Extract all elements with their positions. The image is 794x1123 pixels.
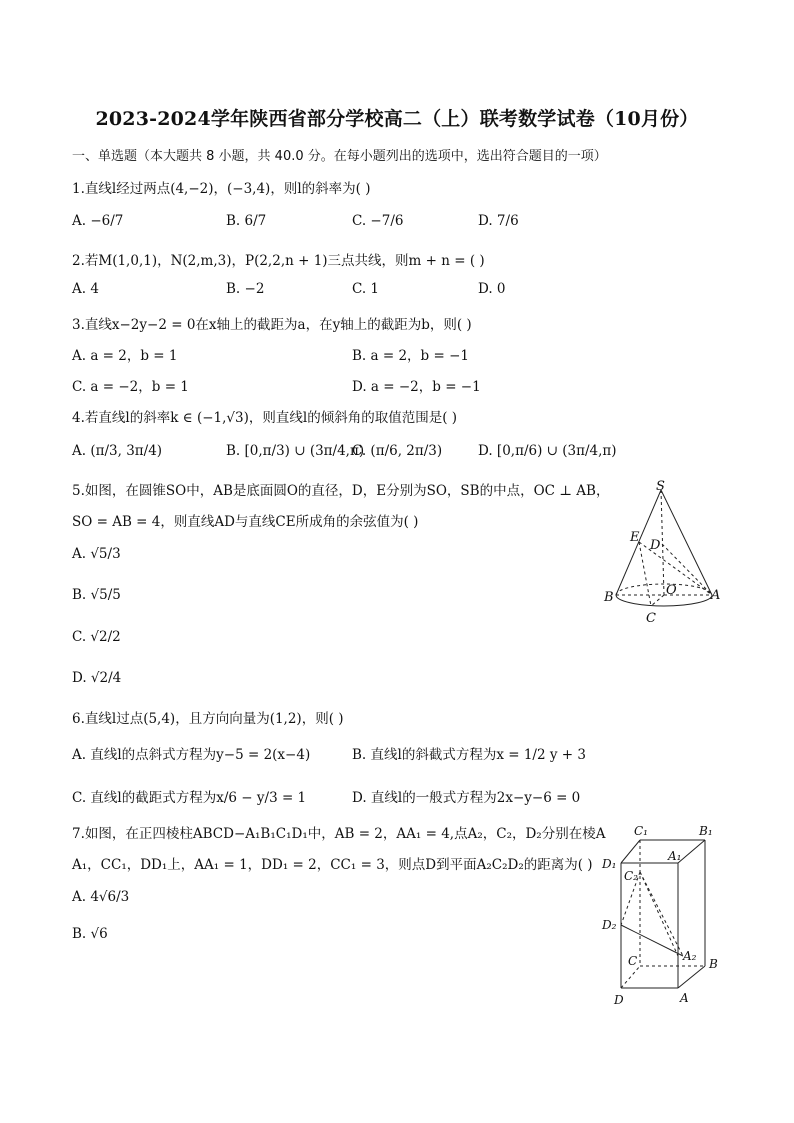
question-3-option-d[interactable]: D. a = −2，b = −1	[352, 379, 481, 395]
question-1-option-c[interactable]: C. −7/6	[352, 213, 404, 229]
question-5-option-a[interactable]: A. √5/3	[72, 546, 121, 562]
prism-figure	[598, 820, 728, 1010]
question-6-option-a[interactable]: A. 直线l的点斜式方程为y−5 = 2(x−4)	[72, 747, 311, 763]
question-4-option-c[interactable]: C. (π/6, 2π/3)	[352, 443, 443, 459]
question-7-stem-line2: A₁，CC₁，DD₁上，AA₁ = 1，DD₁ = 2，CC₁ = 3，则点D到平面A₂C₂D₂的距离为( )	[72, 857, 593, 873]
prism-label-b1: B₁	[699, 824, 713, 838]
prism-label-b: B	[709, 957, 718, 971]
question-6-option-b[interactable]: B. 直线l的斜截式方程为x = 1/2 y + 3	[352, 747, 586, 763]
prism-label-a2: A₂	[683, 949, 697, 963]
prism-label-d1: D₁	[602, 857, 617, 871]
prism-label-d: D	[614, 993, 624, 1007]
section-header: 一、单选题（本大题共 8 小题，共 40.0 分。在每小题列出的选项中，选出符合题目的一项）	[72, 149, 607, 164]
question-4-option-b[interactable]: B. [0,π/3) ∪ (3π/4,π)	[226, 443, 365, 459]
prism-label-d2: D₂	[602, 918, 617, 932]
question-3-stem: 3.直线x−2y−2 = 0在x轴上的截距为a，在y轴上的截距为b，则( )	[72, 317, 472, 333]
question-5-stem-line1: 5.如图，在圆锥SO中，AB是底面圆O的直径，D，E分别为SO，SB的中点，OC ⊥ AB，	[72, 483, 610, 499]
question-7-stem-line1: 7.如图，在正四棱柱ABCD−A₁B₁C₁D₁中，AB = 2，AA₁ = 4,点A₂，C₂，D₂分别在棱A	[72, 826, 606, 842]
prism-label-c: C	[628, 954, 638, 968]
cone-label-a: A	[711, 588, 721, 603]
question-5-option-c[interactable]: C. √2/2	[72, 629, 121, 645]
question-2-option-d[interactable]: D. 0	[478, 281, 506, 297]
question-6-stem: 6.直线l过点(5,4)，且方向向量为(1,2)，则( )	[72, 711, 344, 727]
question-5-stem-line2: SO = AB = 4，则直线AD与直线CE所成角的余弦值为( )	[72, 514, 419, 530]
prism-label-a: A	[680, 991, 689, 1005]
question-4-stem: 4.若直线l的斜率k ∈ (−1,√3)，则直线l的倾斜角的取值范围是( )	[72, 410, 458, 426]
question-7-option-a[interactable]: A. 4√6/3	[72, 889, 130, 905]
question-2-stem: 2.若M(1,0,1)，N(2,m,3)，P(2,2,n + 1)三点共线，则m + n = ( )	[72, 253, 485, 269]
page-title: 2023-2024学年陕西省部分学校高二（上）联考数学试卷（10月份）	[95, 108, 699, 130]
prism-label-a1: A₁	[668, 849, 682, 863]
question-5-option-d[interactable]: D. √2/4	[72, 670, 122, 686]
prism-label-c1: C₁	[634, 824, 648, 838]
question-2-option-b[interactable]: B. −2	[226, 281, 265, 297]
question-6-option-c[interactable]: C. 直线l的截距式方程为x/6 − y/3 = 1	[72, 790, 307, 806]
question-1-option-b[interactable]: B. 6/7	[226, 213, 267, 229]
cone-label-c: C	[646, 611, 656, 626]
question-5-option-b[interactable]: B. √5/5	[72, 587, 121, 603]
question-2-option-c[interactable]: C. 1	[352, 281, 380, 297]
question-4-option-a[interactable]: A. (π/3, 3π/4)	[72, 443, 163, 459]
question-3-option-c[interactable]: C. a = −2，b = 1	[72, 379, 189, 395]
question-3-option-a[interactable]: A. a = 2，b = 1	[72, 348, 178, 364]
question-4-option-d[interactable]: D. [0,π/6) ∪ (3π/4,π)	[478, 443, 617, 459]
prism-label-c2: C₂	[624, 869, 638, 883]
cone-label-e: E	[630, 530, 640, 545]
question-1-option-a[interactable]: A. −6/7	[72, 213, 124, 229]
cone-label-o: O	[666, 583, 677, 598]
cone-figure	[596, 478, 736, 628]
question-1-stem: 1.直线l经过两点(4,−2)，(−3,4)，则l的斜率为( )	[72, 181, 371, 197]
cone-label-b: B	[604, 590, 614, 605]
question-3-option-b[interactable]: B. a = 2，b = −1	[352, 348, 469, 364]
question-7-option-b[interactable]: B. √6	[72, 926, 108, 942]
cone-label-s: S	[656, 479, 665, 494]
cone-label-d: D	[650, 538, 661, 553]
question-2-option-a[interactable]: A. 4	[72, 281, 99, 297]
question-1-option-d[interactable]: D. 7/6	[478, 213, 519, 229]
question-6-option-d[interactable]: D. 直线l的一般式方程为2x−y−6 = 0	[352, 790, 581, 806]
